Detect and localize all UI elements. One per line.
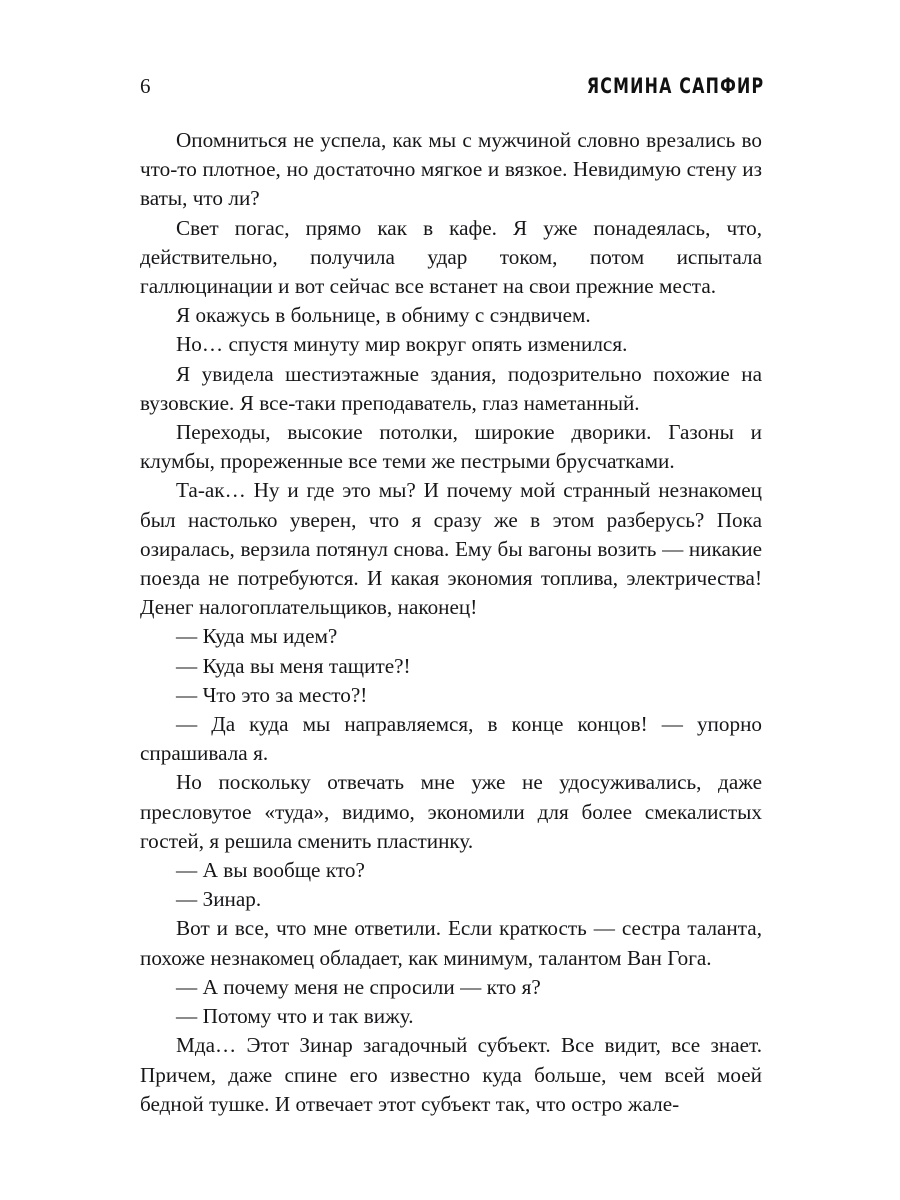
page-number: 6 — [140, 74, 151, 98]
dialogue-line: — А почему меня не спросили — кто я? — [176, 974, 541, 999]
author-name-header: ЯСМИНА САПФИР — [586, 72, 764, 99]
paragraph: Переходы, высокие потолки, широкие дворики. Газоны и клумбы, прореженные все теми же пестрыми брусчатками. — [140, 420, 762, 474]
paragraph: Я окажусь в больнице, в обниму с сэндвичем. — [176, 303, 591, 328]
dialogue-line: — А вы вообще кто? — [176, 858, 365, 883]
body-text — [140, 126, 762, 1119]
paragraph: Мда… Этот Зинар загадочный субъект. Все видит, все знает. Причем, даже спине его известно куда больше, чем всей моей бедной тушке. И отвечает этот субъект так, что остро жале- — [140, 1033, 762, 1116]
paragraph: Но поскольку отвечать мне уже не удосуживались, даже пресловутое «туда», видимо, экономили для более смекалистых гостей, я решила сменить пластинку. — [140, 770, 762, 853]
dialogue-line: — Что это за место?! — [176, 682, 368, 707]
running-head — [140, 72, 764, 104]
dialogue-line: — Куда мы идем? — [176, 624, 338, 649]
paragraph: Опомниться не успела, как мы с мужчиной словно врезались во что-то плотное, но достаточно мягкое и вязкое. Невидимую стену из ваты, что ли? — [140, 128, 762, 211]
dialogue-line: — Потому что и так вижу. — [176, 1004, 414, 1029]
dialogue-line: — Куда вы меня тащите?! — [176, 653, 411, 678]
dialogue-line: — Да куда мы направляемся, в конце концов! — упорно спрашивала я. — [140, 712, 762, 766]
paragraph: Я увидела шестиэтажные здания, подозрительно похожие на вузовские. Я все-таки преподаватель, глаз наметанный. — [140, 361, 762, 415]
paragraph: Вот и все, что мне ответили. Если краткость — сестра таланта, похоже незнакомец обладает, как минимум, талантом Ван Гога. — [140, 916, 762, 970]
dialogue-line: — Зинар. — [176, 887, 262, 912]
paragraph: Свет погас, прямо как в кафе. Я уже понадеялась, что, действительно, получила удар током, потом испытала галлюцинации и вот сейчас все встанет на свои прежние места. — [140, 215, 762, 299]
paragraph: Та-ак… Ну и где это мы? И почему мой странный незнакомец был настолько уверен, что я сразу же в этом разберусь? Пока озиралась, верзила потянул снова. Ему бы вагоны возить — никакие поезда не потребуются. И какая экономия топлива, электричества! Денег налогоплательщиков, наконец! — [140, 478, 762, 620]
paragraph: Но… спустя минуту мир вокруг опять изменился. — [176, 332, 628, 357]
